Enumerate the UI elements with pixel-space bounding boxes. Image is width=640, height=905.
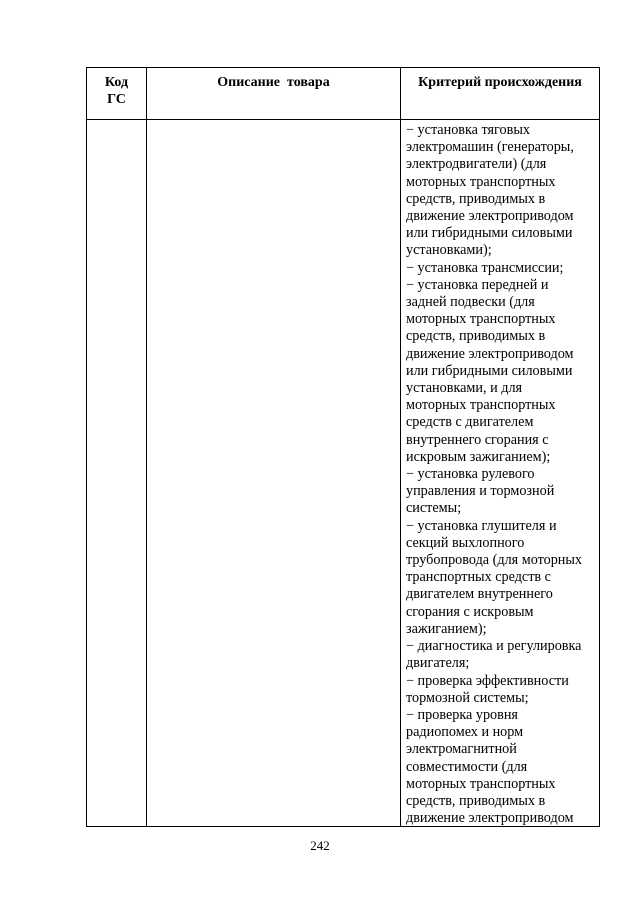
header-code-cell [87, 68, 147, 120]
goods-table [86, 67, 600, 827]
criterion-line: средств, приводимых в [406, 190, 546, 207]
criterion-line: системы; [406, 500, 462, 517]
header-criterion-label: Критерий происхождения [418, 75, 582, 90]
row-description-cell [147, 120, 401, 827]
criterion-line: − проверка уровня [406, 706, 518, 723]
criterion-line: средств с двигателем [406, 414, 534, 431]
criterion-line: двигателя; [406, 655, 470, 672]
criterion-line: − диагностика и регулировка [406, 638, 582, 655]
criterion-line: зажиганием); [406, 620, 487, 637]
criterion-line: задней подвески (для [406, 294, 535, 311]
criterion-line: движение электроприводом [406, 208, 574, 225]
criterion-line: − установка тяговых [406, 122, 530, 138]
criterion-line: движение электроприводом [406, 345, 574, 362]
criterion-line: сгорания с искровым [406, 603, 534, 620]
criterion-line: − установка передней и [406, 276, 549, 293]
header-code-line-2: ГС [107, 92, 126, 107]
criterion-line: управления и тормозной [406, 483, 555, 500]
row-criterion-cell [401, 120, 599, 827]
criterion-line: движение электроприводом [406, 810, 574, 827]
criterion-line: или гибридными силовыми [406, 362, 573, 379]
header-code-line-1: Код [104, 75, 129, 90]
criterion-line: − установка трансмиссии; [406, 259, 564, 276]
criterion-line: электромагнитной [406, 741, 517, 758]
row-code-cell [87, 120, 147, 827]
criterion-line: совместимости (для [406, 758, 528, 775]
criterion-line: электромашин (генераторы, [406, 139, 574, 156]
criterion-line: секций выхлопного [406, 534, 525, 551]
criterion-line: внутреннего сгорания с [406, 431, 549, 448]
header-description-cell [147, 68, 401, 120]
criterion-line: установками); [406, 242, 492, 259]
criterion-line: транспортных средств с [406, 569, 551, 586]
criterion-line: или гибридными силовыми [406, 225, 573, 242]
criterion-line: моторных транспортных [406, 775, 556, 792]
header-criterion-cell [401, 68, 599, 120]
criterion-line: искровым зажиганием); [406, 448, 551, 465]
criterion-line: − установка глушителя и [406, 517, 557, 534]
page-number: 242 [310, 838, 330, 853]
criterion-line: моторных транспортных [406, 173, 556, 190]
criterion-line: установками, и для [406, 380, 523, 397]
criterion-line: радиопомех и норм [406, 724, 524, 741]
criterion-line: моторных транспортных [406, 397, 556, 414]
criterion-line: электродвигатели) (для [406, 156, 547, 173]
criterion-line: трубопровода (для моторных [406, 552, 583, 569]
criterion-line: тормозной системы; [406, 689, 529, 706]
criterion-line: двигателем внутреннего [406, 586, 553, 603]
criterion-line: − проверка эффективности [406, 672, 569, 689]
criterion-line: − установка рулевого [406, 466, 535, 483]
criterion-line: моторных транспортных [406, 311, 556, 328]
criterion-line: средств, приводимых в [406, 792, 546, 809]
criterion-line: средств, приводимых в [406, 328, 546, 345]
header-description-label: Описание товара [217, 75, 330, 90]
